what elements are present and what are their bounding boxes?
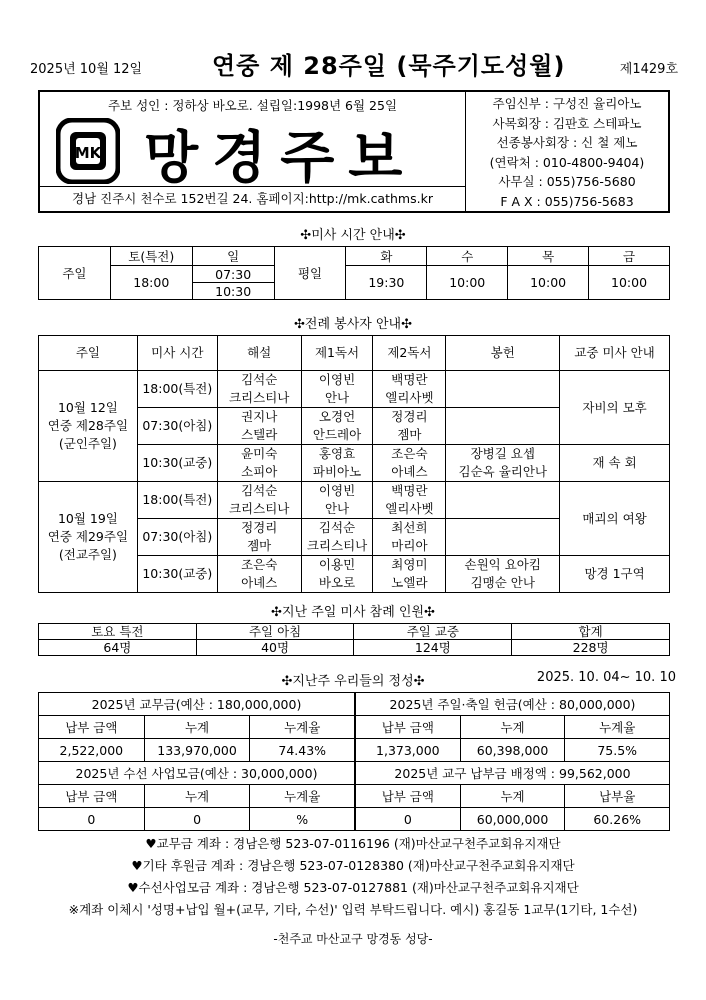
mass-notice: 매괴의 여왕 [560, 482, 670, 556]
col-header: 제2독서 [373, 336, 446, 371]
col-header: 해설 [217, 336, 301, 371]
offering-block-title: 2025년 교구 납부금 배정액 : 99,562,000 [356, 762, 670, 785]
account-line: ♥수선사업모금 계좌 : 경남은행 523-07-0127881 (재)마산교구천주교회유지재단 [127, 880, 579, 895]
week-cell [39, 482, 138, 593]
founded-info: 주보 성인 : 정하상 바오로. 설립일:1998년 6월 25일 [107, 98, 398, 113]
attendance-header: 합계 [512, 624, 670, 640]
offering-value: 0 [39, 808, 145, 831]
week-date: 10월 12일 [57, 400, 118, 415]
offering-value: 0 [144, 808, 250, 831]
offertory: 장병길 요셉 김순옥 율리안나 [446, 445, 560, 482]
weekday-time: 10:00 [427, 266, 508, 300]
week-note: (전교주일) [58, 547, 117, 562]
mass-notice: 자비의 모후 [560, 371, 670, 445]
attendance-table [38, 623, 670, 656]
masthead-contacts [466, 92, 668, 211]
sunday-label: 주일 [39, 247, 111, 300]
offering-value: 75.5% [565, 739, 670, 762]
weekday-time: 10:00 [508, 266, 589, 300]
page-title: 연중 제 28주일 (묵주기도성월) [212, 52, 566, 80]
week-note: (군인주일) [58, 436, 117, 451]
attendance-value: 228명 [512, 640, 670, 656]
week-name: 연중 제29주일 [47, 529, 129, 544]
mass-notice: 망경 1구역 [560, 556, 670, 593]
col-header: 교중 미사 안내 [560, 336, 670, 371]
saturday-label: 토(특전) [110, 247, 192, 266]
attendance-value: 64명 [39, 640, 197, 656]
weekday-name: 목 [508, 247, 589, 266]
offertory [446, 482, 560, 519]
first-reader: 이영빈 안나 [301, 371, 373, 408]
offering-value: 60.26% [565, 808, 670, 831]
parish-logo-icon [56, 118, 120, 184]
saturday-time: 18:00 [110, 266, 192, 300]
attendance-section-title: ✣지난 주일 미사 참례 인원✣ [271, 605, 435, 620]
mass-time: 10:30(교중) [137, 445, 217, 482]
attendance-header: 주일 교중 [354, 624, 512, 640]
col-header: 미사 시간 [137, 336, 217, 371]
offering-header: 납부 금액 [356, 785, 461, 808]
offering-header: 누계 [144, 785, 250, 808]
account-notice: ※계좌 이체시 '성명+납입 월+(교무, 기타, 수선)' 입력 부탁드립니다. 예시) 홍길동 1교무(1기타, 1수선) [68, 902, 638, 917]
first-reader: 홍영효 파비아노 [301, 445, 373, 482]
first-reader: 오경언 안드레아 [301, 408, 373, 445]
second-reader: 조은숙 아녜스 [373, 445, 446, 482]
weekday-label: 평일 [274, 247, 346, 300]
offering-header: 누계율 [250, 716, 355, 739]
offering-header: 누계 [460, 716, 565, 739]
commentator: 조은숙 아녜스 [217, 556, 301, 593]
sunday-time: 10:30 [192, 283, 274, 300]
first-reader: 김석순 크리스티나 [301, 519, 373, 556]
attendance-value: 40명 [196, 640, 354, 656]
mass-time: 18:00(특전) [137, 482, 217, 519]
commentator: 윤미숙 소피아 [217, 445, 301, 482]
account-line: ♥교무금 계좌 : 경남은행 523-07-0116196 (재)마산교구천주교회유지재단 [145, 836, 561, 851]
mass-section-title: ✣미사 시간 안내✣ [300, 228, 406, 243]
commentator: 김석순 크리스티나 [217, 482, 301, 519]
mass-time: 07:30(아침) [137, 519, 217, 556]
sunday-time: 07:30 [192, 266, 274, 283]
week-cell [39, 371, 138, 482]
offering-block-title: 2025년 교무금(예산 : 180,000,000) [39, 693, 355, 716]
weekday-name: 화 [346, 247, 427, 266]
offering-table-left [38, 692, 355, 831]
commentator: 김석순 크리스티나 [217, 371, 301, 408]
week-name: 연중 제28주일 [47, 418, 129, 433]
bulletin-date: 2025년 10월 12일 [30, 62, 143, 77]
offering-value: 60,000,000 [460, 808, 565, 831]
offering-header: 납부 금액 [356, 716, 461, 739]
parish-address: 경남 진주시 천수로 152번길 24. 홈페이지:http://mk.cathms.kr [40, 186, 465, 211]
offering-header: 누계 [144, 716, 250, 739]
attendance-header: 주일 아침 [196, 624, 354, 640]
bulletin-name: 망경주보 [144, 125, 417, 191]
offering-value: 133,970,000 [144, 739, 250, 762]
offering-header: 납부율 [565, 785, 670, 808]
logo-text: MK [74, 144, 102, 162]
offering-value: 1,373,000 [356, 739, 461, 762]
offering-value: 2,522,000 [39, 739, 145, 762]
offertory [446, 408, 560, 445]
offertory: 손원익 요아킴 김맹순 안나 [446, 556, 560, 593]
mass-schedule-table [38, 246, 670, 300]
attendance-value: 124명 [354, 640, 512, 656]
offering-block-title: 2025년 주일·축일 헌금(예산 : 80,000,000) [356, 693, 670, 716]
weekday-time: 19:30 [346, 266, 427, 300]
weekday-name: 수 [427, 247, 508, 266]
second-reader: 최선희 마리아 [373, 519, 446, 556]
attendance-header: 토요 특전 [39, 624, 197, 640]
offering-value: 74.43% [250, 739, 355, 762]
first-reader: 이용민 바오로 [301, 556, 373, 593]
second-reader: 최영미 노엘라 [373, 556, 446, 593]
second-reader: 백명란 엘리사벳 [373, 482, 446, 519]
sunday-day-label: 일 [192, 247, 274, 266]
offering-block-title: 2025년 수선 사업모금(예산 : 30,000,000) [39, 762, 355, 785]
commentator: 정경리 젬마 [217, 519, 301, 556]
offering-section-title: ✣지난주 우리들의 정성✣ [281, 674, 425, 689]
second-reader: 정경리 젬마 [373, 408, 446, 445]
mass-notice: 재 속 회 [560, 445, 670, 482]
first-reader: 이영빈 안나 [301, 482, 373, 519]
masthead-left [40, 92, 466, 211]
info-line: 주임신부 : 구성진 율리아노 [492, 96, 642, 111]
logo-row [40, 116, 465, 191]
mass-time: 18:00(특전) [137, 371, 217, 408]
week-date: 10월 19일 [57, 511, 118, 526]
servers-table [38, 335, 670, 593]
second-reader: 백명란 엘리사벳 [373, 371, 446, 408]
masthead [38, 90, 670, 213]
col-header: 주일 [39, 336, 138, 371]
mass-time: 07:30(아침) [137, 408, 217, 445]
col-header: 제1독서 [301, 336, 373, 371]
mass-time: 10:30(교중) [137, 556, 217, 593]
offertory [446, 371, 560, 408]
commentator: 권지나 스텔라 [217, 408, 301, 445]
weekday-name: 금 [589, 247, 670, 266]
info-line: 사목회장 : 김판호 스테파노 [492, 115, 642, 131]
issue-number: 제1429호 [619, 62, 678, 77]
offering-period: 2025. 10. 04~ 10. 10 [536, 670, 676, 685]
offertory [446, 519, 560, 556]
offering-header: 납부 금액 [39, 716, 145, 739]
offering-header: 누계율 [565, 716, 670, 739]
info-line: (연락처 : 010-4800-9404) [489, 154, 645, 170]
account-line: ♥기타 후원금 계좌 : 경남은행 523-07-0128380 (재)마산교구천주교회유지재단 [131, 858, 575, 873]
servers-section-title: ✣전례 봉사자 안내✣ [294, 317, 412, 332]
offering-header: 누계 [460, 785, 565, 808]
weekday-time: 10:00 [589, 266, 670, 300]
info-line: F A X : 055)756-5683 [500, 193, 634, 209]
offering-value: % [250, 808, 355, 831]
offering-value: 0 [356, 808, 461, 831]
offering-header: 납부 금액 [39, 785, 145, 808]
info-line: 선종봉사회장 : 신 철 제노 [496, 135, 638, 151]
col-header: 봉헌 [446, 336, 560, 371]
offering-header: 누계율 [250, 785, 355, 808]
footer: -천주교 마산교구 망경동 성당- [273, 932, 433, 946]
offering-table-right [355, 692, 670, 831]
info-line: 사무실 : 055)756-5680 [498, 174, 636, 190]
offering-value: 60,398,000 [460, 739, 565, 762]
